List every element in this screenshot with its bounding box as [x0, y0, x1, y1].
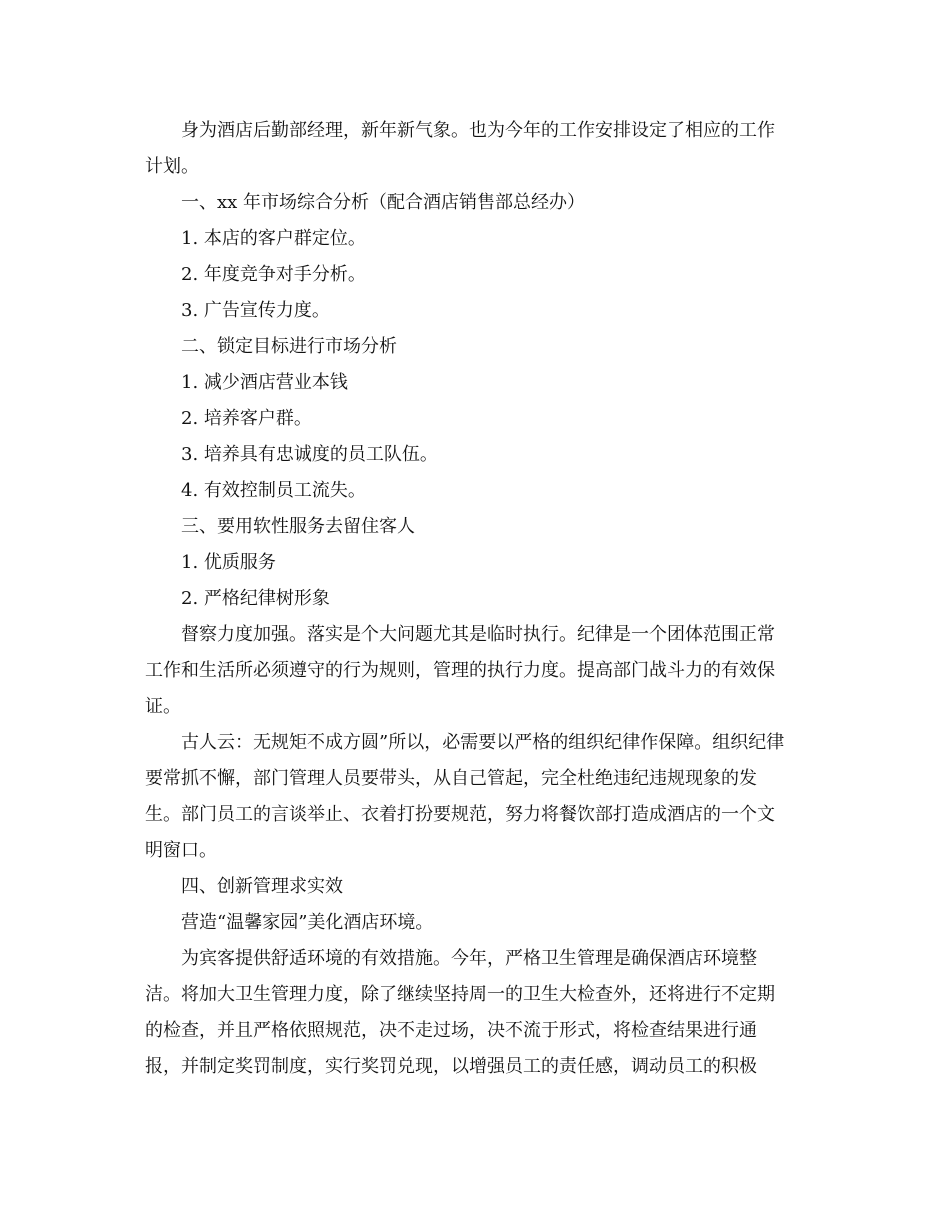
- text-line: 古人云：无规矩不成方圆”所以，必需要以严格的组织纪律作保障。组织纪律: [181, 732, 785, 753]
- text-line: 督察力度加强。落实是个大问题尤其是临时执行。纪律是一个团体范围正常: [181, 624, 775, 645]
- text-line: 洁。将加大卫生管理力度，除了继续坚持周一的卫生大检查外，还将进行不定期: [145, 984, 775, 1005]
- text-line: 2. 严格纪律树形象: [181, 588, 330, 609]
- text-line: 营造“温馨家园”美化酒店环境。: [181, 912, 434, 933]
- text-line: 3. 广告宣传力度。: [181, 300, 330, 321]
- text-line: 报，并制定奖罚制度，实行奖罚兑现，以增强员工的责任感，调动员工的积极: [145, 1056, 757, 1077]
- text-line: 1. 减少酒店营业本钱: [181, 372, 348, 393]
- text-line: 工作和生活所必须遵守的行为规则，管理的执行力度。提高部门战斗力的有效保: [145, 660, 775, 681]
- document-body: [145, 113, 805, 1085]
- text-line: 明窗口。: [145, 840, 217, 861]
- text-line: 为宾客提供舒适环境的有效措施。今年，严格卫生管理是确保酒店环境整: [181, 948, 757, 969]
- text-line: 1. 优质服务: [181, 552, 276, 573]
- text-line: 3. 培养具有忠诚度的员工队伍。: [181, 444, 438, 465]
- text-line: 四、创新管理求实效: [181, 876, 343, 897]
- text-line: 计划。: [145, 156, 199, 177]
- text-line: 一、xx 年市场综合分析（配合酒店销售部总经办）: [181, 192, 586, 213]
- text-line: 2. 年度竞争对手分析。: [181, 264, 366, 285]
- text-line: 三、要用软性服务去留住客人: [181, 516, 415, 537]
- text-line: 身为酒店后勤部经理，新年新气象。也为今年的工作安排设定了相应的工作: [181, 120, 775, 141]
- text-line: 证。: [145, 696, 181, 717]
- text-line: 4. 有效控制员工流失。: [181, 480, 366, 501]
- text-line: 2. 培养客户群。: [181, 408, 312, 429]
- text-line: 二、锁定目标进行市场分析: [181, 336, 397, 357]
- text-line: 要常抓不懈，部门管理人员要带头，从自己管起，完全杜绝违纪违规现象的发: [145, 768, 757, 789]
- text-line: 1. 本店的客户群定位。: [181, 228, 366, 249]
- text-line: 生。部门员工的言谈举止、衣着打扮要规范，努力将餐饮部打造成酒店的一个文: [145, 804, 775, 825]
- text-line: 的检查，并且严格依照规范，决不走过场，决不流于形式，将检查结果进行通: [145, 1020, 757, 1041]
